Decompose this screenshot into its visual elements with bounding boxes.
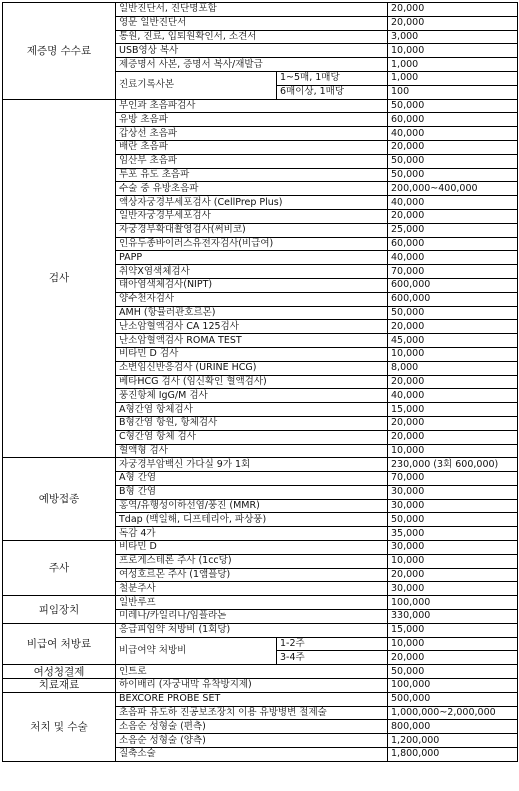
item-name: AMH (항뮬러관호르몬) bbox=[116, 306, 388, 320]
item-price: 20,000 bbox=[388, 416, 518, 430]
item-price: 10,000 bbox=[388, 44, 518, 58]
category-label: 비급여 처방료 bbox=[3, 623, 116, 664]
item-name: BEXCORE PROBE SET bbox=[116, 692, 388, 706]
category-label: 주사 bbox=[3, 541, 116, 596]
item-price: 20,000 bbox=[388, 140, 518, 154]
item-price: 25,000 bbox=[388, 223, 518, 237]
item-name: 미레나/카일리나/임플라논 bbox=[116, 610, 388, 624]
item-price: 15,000 bbox=[388, 623, 518, 637]
category-label: 예방접종 bbox=[3, 458, 116, 541]
item-name: 배란 초음파 bbox=[116, 140, 388, 154]
item-price: 60,000 bbox=[388, 113, 518, 127]
item-name: 유방 초음파 bbox=[116, 113, 388, 127]
item-price: 20,000 bbox=[388, 16, 518, 30]
item-price: 500,000 bbox=[388, 692, 518, 706]
item-price: 30,000 bbox=[388, 485, 518, 499]
item-name: 비급여약 처방비 bbox=[116, 637, 277, 665]
item-price: 50,000 bbox=[388, 513, 518, 527]
fee-row bbox=[3, 679, 518, 693]
item-name: 베타HCG 검사 (임신확인 혈액검사) bbox=[116, 375, 388, 389]
item-price: 1,800,000 bbox=[388, 748, 518, 762]
item-name: A형 간염 bbox=[116, 472, 388, 486]
subitem-name: 1~5매, 1매당 bbox=[277, 71, 388, 85]
item-price: 20,000 bbox=[388, 375, 518, 389]
item-name: 액상자궁경부세포검사 (CellPrep Plus) bbox=[116, 196, 388, 210]
item-price: 45,000 bbox=[388, 334, 518, 348]
category-label: 제증명 수수료 bbox=[3, 3, 116, 100]
item-name: A형간염 항체검사 bbox=[116, 403, 388, 417]
item-name: 질축소술 bbox=[116, 748, 388, 762]
item-price: 1,000,000~2,000,000 bbox=[388, 706, 518, 720]
item-name: 갑상선 초음파 bbox=[116, 127, 388, 141]
item-price: 10,000 bbox=[388, 554, 518, 568]
item-price: 8,000 bbox=[388, 361, 518, 375]
fee-row bbox=[3, 3, 518, 17]
item-price: 20,000 bbox=[388, 430, 518, 444]
item-name: 홍역/유행성이하선염/풍진 (MMR) bbox=[116, 499, 388, 513]
subitem-name: 6매이상, 1매당 bbox=[277, 85, 388, 99]
item-name: 수술 중 유방초음파 bbox=[116, 182, 388, 196]
item-name: 비타민 D bbox=[116, 541, 388, 555]
item-price: 40,000 bbox=[388, 196, 518, 210]
item-price: 20,000 bbox=[388, 209, 518, 223]
item-name: 투포 유도 초음파 bbox=[116, 168, 388, 182]
item-price: 100,000 bbox=[388, 596, 518, 610]
item-name: 초음파 유도하 진공보조장치 이용 유방병변 절제술 bbox=[116, 706, 388, 720]
item-name: 독감 4가 bbox=[116, 527, 388, 541]
item-name: 취약X염색체검사 bbox=[116, 265, 388, 279]
item-name: 양수천자검사 bbox=[116, 292, 388, 306]
item-name: PAPP bbox=[116, 251, 388, 265]
item-name: Tdap (백일해, 디프테리아, 파상풍) bbox=[116, 513, 388, 527]
item-price: 1,000 bbox=[388, 71, 518, 85]
item-name: 일반진단서, 진단명포함 bbox=[116, 3, 388, 17]
item-price: 100 bbox=[388, 85, 518, 99]
item-name: 부인과 초음파검사 bbox=[116, 99, 388, 113]
item-price: 10,000 bbox=[388, 444, 518, 458]
item-price: 3,000 bbox=[388, 30, 518, 44]
item-name: 응급피임약 처방비 (1회당) bbox=[116, 623, 388, 637]
item-name: 난소암혈액검사 CA 125검사 bbox=[116, 320, 388, 334]
item-name: 진료기록사본 bbox=[116, 71, 277, 99]
item-name: 통원, 진료, 입퇴원확인서, 소견서 bbox=[116, 30, 388, 44]
item-price: 330,000 bbox=[388, 610, 518, 624]
item-price: 600,000 bbox=[388, 278, 518, 292]
category-label: 피임장치 bbox=[3, 596, 116, 624]
subitem-name: 1-2주 bbox=[277, 637, 388, 651]
item-price: 40,000 bbox=[388, 127, 518, 141]
item-price: 50,000 bbox=[388, 99, 518, 113]
item-price: 200,000~400,000 bbox=[388, 182, 518, 196]
item-name: B형간염 항원, 항체검사 bbox=[116, 416, 388, 430]
item-price: 20,000 bbox=[388, 651, 518, 665]
item-price: 50,000 bbox=[388, 665, 518, 679]
item-name: 혈액형 검사 bbox=[116, 444, 388, 458]
item-price: 1,200,000 bbox=[388, 734, 518, 748]
item-name: 철분주사 bbox=[116, 582, 388, 596]
item-name: 일반자궁경부세포검사 bbox=[116, 209, 388, 223]
item-price: 20,000 bbox=[388, 320, 518, 334]
fee-row bbox=[3, 692, 518, 706]
item-name: 소변임신반응검사 (URINE HCG) bbox=[116, 361, 388, 375]
item-price: 35,000 bbox=[388, 527, 518, 541]
item-price: 100,000 bbox=[388, 679, 518, 693]
category-label: 검사 bbox=[3, 99, 116, 458]
item-price: 30,000 bbox=[388, 582, 518, 596]
fee-row bbox=[3, 458, 518, 472]
item-name: 제증명서 사본, 증명서 복사/재발급 bbox=[116, 58, 388, 72]
item-name: 자궁경부암백신 가다실 9가 1회 bbox=[116, 458, 388, 472]
fee-row bbox=[3, 596, 518, 610]
fee-row bbox=[3, 541, 518, 555]
category-label: 치료재료 bbox=[3, 679, 116, 693]
item-price: 10,000 bbox=[388, 637, 518, 651]
item-name: 소음순 성형술 (편측) bbox=[116, 720, 388, 734]
fee-row bbox=[3, 99, 518, 113]
item-name: 하이배리 (자궁내막 유착방지제) bbox=[116, 679, 388, 693]
item-name: C형간염 항체 검사 bbox=[116, 430, 388, 444]
item-price: 60,000 bbox=[388, 237, 518, 251]
item-price: 30,000 bbox=[388, 541, 518, 555]
item-price: 70,000 bbox=[388, 472, 518, 486]
item-price: 230,000 (3회 600,000) bbox=[388, 458, 518, 472]
item-price: 40,000 bbox=[388, 251, 518, 265]
item-price: 15,000 bbox=[388, 403, 518, 417]
item-name: 영문 일반진단서 bbox=[116, 16, 388, 30]
item-name: 소음순 성형술 (양측) bbox=[116, 734, 388, 748]
fee-row bbox=[3, 665, 518, 679]
item-price: 1,000 bbox=[388, 58, 518, 72]
category-label: 처치 및 수술 bbox=[3, 692, 116, 761]
item-price: 70,000 bbox=[388, 265, 518, 279]
category-label: 여성청결제 bbox=[3, 665, 116, 679]
item-name: 일반루프 bbox=[116, 596, 388, 610]
item-price: 50,000 bbox=[388, 154, 518, 168]
item-name: 난소암혈액검사 ROMA TEST bbox=[116, 334, 388, 348]
fee-table-container bbox=[2, 2, 517, 762]
fee-row bbox=[3, 623, 518, 637]
item-price: 40,000 bbox=[388, 389, 518, 403]
item-name: 프로게스테론 주사 (1cc당) bbox=[116, 554, 388, 568]
item-name: B형 간염 bbox=[116, 485, 388, 499]
item-price: 800,000 bbox=[388, 720, 518, 734]
item-name: 풍진항체 IgG/M 검사 bbox=[116, 389, 388, 403]
item-price: 30,000 bbox=[388, 499, 518, 513]
item-price: 600,000 bbox=[388, 292, 518, 306]
subitem-name: 3-4주 bbox=[277, 651, 388, 665]
item-name: 인트로 bbox=[116, 665, 388, 679]
item-price: 20,000 bbox=[388, 3, 518, 17]
item-name: 여성호르몬 주사 (1앰플당) bbox=[116, 568, 388, 582]
item-price: 50,000 bbox=[388, 168, 518, 182]
fee-table-body bbox=[3, 3, 518, 762]
item-name: 태아염색체검사(NIPT) bbox=[116, 278, 388, 292]
item-name: USB영상 복사 bbox=[116, 44, 388, 58]
item-name: 인유두종바이러스유전자검사(비급여) bbox=[116, 237, 388, 251]
item-price: 50,000 bbox=[388, 306, 518, 320]
fee-table bbox=[2, 2, 518, 762]
item-price: 10,000 bbox=[388, 347, 518, 361]
item-name: 자궁경부확대촬영검사(써비코) bbox=[116, 223, 388, 237]
item-price: 20,000 bbox=[388, 568, 518, 582]
item-name: 임산부 초음파 bbox=[116, 154, 388, 168]
item-name: 비타민 D 검사 bbox=[116, 347, 388, 361]
